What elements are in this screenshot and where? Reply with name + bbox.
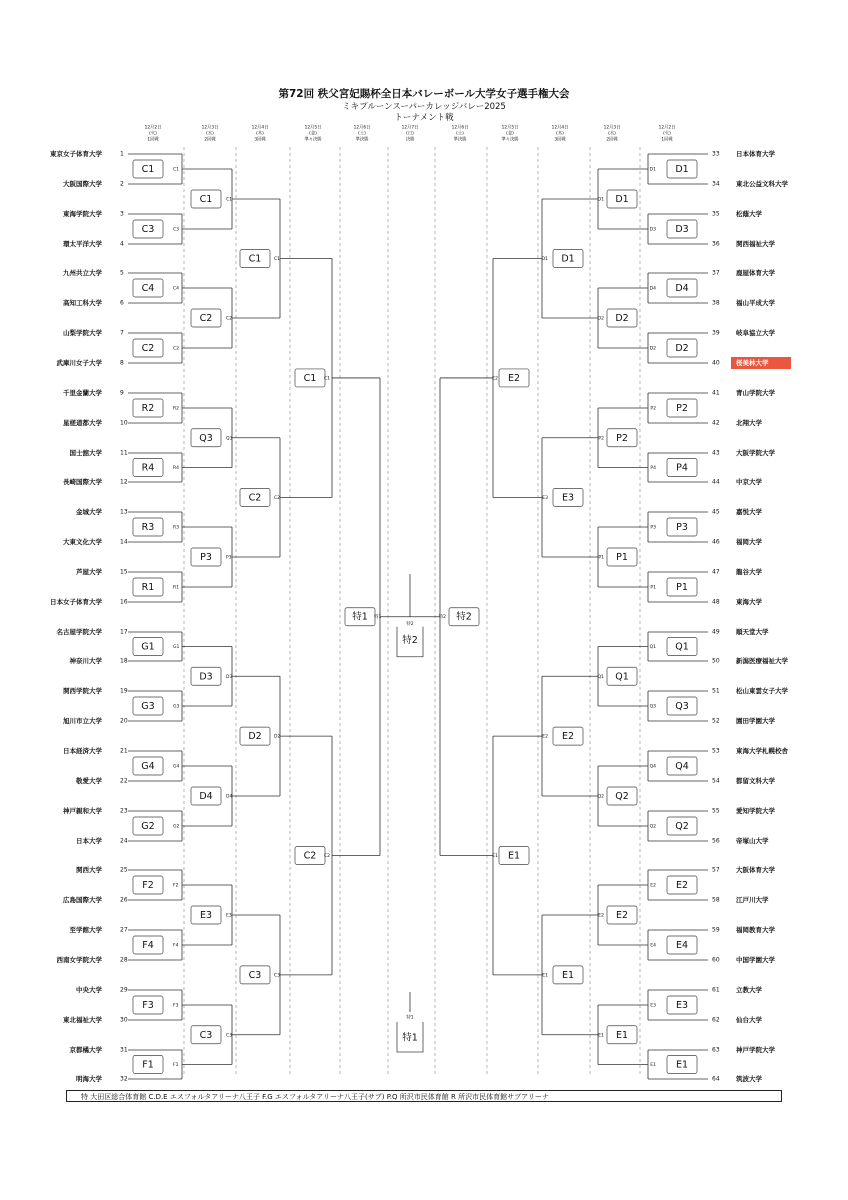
seed-number-right: 34 (712, 180, 720, 188)
venue-left-r3: C2 (248, 492, 262, 504)
venue-right-r2: D2 (615, 313, 629, 324)
seed-number-right: 61 (712, 986, 720, 994)
team-name-left: 武庫川女子大学 (56, 359, 102, 367)
seed-number-left: 6 (120, 299, 124, 307)
seed-number-left: 32 (120, 1075, 128, 1083)
seed-number-left: 7 (120, 329, 124, 337)
venue-right-r2: E1 (615, 1029, 629, 1041)
match-code-right-r2: Q1 (597, 674, 604, 680)
column-round: 1回戦 (147, 137, 159, 143)
team-name-left: 東北福祉大学 (63, 1016, 102, 1024)
match-code-left-r1: G1 (173, 645, 180, 650)
seed-number-right: 60 (712, 956, 720, 964)
column-round: 準々決勝 (304, 137, 322, 143)
seed-number-right: 37 (712, 269, 720, 277)
column-date: 12月2日 (658, 125, 676, 131)
match-code-right-r1: P3 (650, 525, 656, 531)
venue-right-r1: P2 (676, 403, 688, 414)
venue-left-r1: C4 (141, 283, 155, 294)
team-name-right: 龍谷大学 (736, 568, 762, 576)
match-code-left-r1: R4 (173, 466, 179, 471)
column-round: 1回戦 (661, 137, 673, 143)
match-code-right-r1: E4 (650, 943, 656, 949)
seed-number-right: 64 (712, 1075, 720, 1083)
venue-left-r2: P3 (200, 552, 212, 563)
seed-number-left: 30 (120, 1016, 128, 1024)
seed-number-right: 47 (712, 568, 720, 576)
seed-number-left: 25 (120, 866, 128, 874)
team-name-left: 旭川市立大学 (63, 717, 102, 725)
venue-right-r1: Q3 (675, 701, 689, 712)
team-name-right: 福岡大学 (736, 538, 762, 546)
seed-number-left: 26 (120, 896, 128, 904)
match-code-left-r1: G2 (173, 824, 180, 830)
team-name-right: 松山東雲女子大学 (736, 687, 788, 695)
venue-left-r1: R2 (141, 403, 155, 414)
team-name-left: 九州共立大学 (63, 269, 102, 277)
match-code-right-r1: P1 (650, 585, 656, 591)
column-day: (木) (256, 131, 264, 137)
match-code-right-r1: Q3 (649, 704, 656, 710)
venue-left-r2: E3 (199, 910, 213, 921)
seed-number-right: 36 (712, 240, 720, 248)
venue-left-r1: G3 (141, 701, 155, 712)
venue-left-r2: D3 (199, 671, 213, 683)
team-name-right: 桜美林大学 (736, 359, 769, 367)
venue-right-r1: P1 (676, 582, 688, 593)
team-name-right: 鹿屋体育大学 (736, 269, 775, 277)
venue-left-r1: R4 (141, 462, 155, 474)
seed-number-right: 40 (712, 359, 720, 367)
seed-number-right: 42 (712, 419, 720, 427)
venue-left-r2: Q3 (199, 432, 213, 444)
match-code-right-r2: E2 (598, 913, 604, 919)
seed-number-right: 35 (712, 210, 720, 218)
column-round: 準々決勝 (501, 137, 519, 143)
bracket-label: トーナメント戦 (394, 113, 454, 123)
match-code-right-r1: Q1 (649, 645, 656, 650)
column-date: 12月6日 (451, 125, 469, 131)
column-date: 12月6日 (353, 125, 371, 131)
team-name-right: 新潟医療福祉大学 (736, 657, 788, 665)
seed-number-left: 23 (120, 807, 128, 815)
column-round: 2回戦 (204, 137, 216, 143)
match-code-right-r1: D1 (649, 167, 656, 173)
team-name-right: 岐阜協立大学 (736, 329, 775, 337)
seed-number-left: 24 (120, 837, 128, 845)
team-name-right: 仙台大学 (736, 1016, 762, 1024)
match-code-right-r2: Q2 (597, 794, 604, 800)
seed-number-left: 16 (120, 598, 128, 606)
match-code-left-r1: C3 (173, 227, 180, 233)
venue-right-r1: P3 (676, 522, 688, 533)
venue-left-r1: G4 (141, 761, 155, 772)
venue-right-r1: P4 (676, 462, 688, 474)
venue-left-r1: F1 (142, 1059, 154, 1071)
column-day: (金) (309, 131, 317, 137)
venue-right-r3: D1 (561, 253, 575, 265)
seed-number-right: 53 (712, 747, 720, 755)
match-code-final: 特2 (406, 622, 414, 628)
team-name-left: 東海学院大学 (63, 210, 102, 218)
team-name-right: 北翔大学 (736, 419, 762, 427)
team-name-left: 日本女子体育大学 (50, 598, 102, 606)
team-name-left: 山梨学院大学 (63, 329, 102, 337)
match-code-left-r2: C3 (226, 1033, 233, 1039)
column-round: 準決勝 (355, 137, 369, 143)
seed-number-right: 58 (712, 896, 720, 904)
seed-number-right: 45 (712, 508, 720, 516)
venue-right-sf: 特2 (456, 611, 472, 623)
column-date: 12月2日 (144, 125, 162, 131)
venue-right-r2: P2 (616, 432, 628, 444)
seed-number-left: 10 (120, 419, 128, 427)
seed-number-right: 46 (712, 538, 720, 546)
seed-number-left: 22 (120, 777, 128, 785)
column-date: 12月7日 (401, 125, 419, 131)
seed-number-left: 9 (120, 389, 124, 397)
match-code-left-r1: F3 (173, 1003, 179, 1009)
venue-right-qf: E1 (507, 850, 521, 862)
seed-number-right: 39 (712, 329, 720, 337)
team-name-left: 敬愛大学 (76, 777, 102, 785)
venue-right-r1: D2 (675, 343, 689, 354)
match-code-left-r1: G3 (173, 704, 180, 710)
match-code-left-r2: D4 (226, 794, 233, 800)
team-name-left: 明海大学 (76, 1075, 102, 1083)
match-code-right-r1: E3 (650, 1003, 656, 1009)
team-name-right: 福岡教育大学 (736, 926, 775, 934)
seed-number-left: 19 (120, 687, 128, 695)
column-day: (土) (456, 131, 464, 137)
venue-left-r2: D4 (199, 791, 213, 802)
team-name-left: 関西大学 (76, 866, 102, 874)
team-name-left: 環太平洋大学 (63, 240, 102, 248)
seed-number-left: 2 (120, 180, 124, 188)
match-code-left-r1: C4 (173, 286, 180, 292)
team-name-right: 東海大学札幌校舎 (736, 747, 788, 755)
match-code-right-r3: E1 (542, 973, 548, 979)
match-code-right-r2: P1 (598, 555, 604, 561)
column-date: 12月3日 (603, 125, 621, 131)
venue-right-r1: Q4 (675, 761, 689, 772)
venue-left-r1: R1 (141, 582, 155, 593)
venue-right-r2: E2 (615, 910, 629, 921)
venue-left-r1: F2 (142, 880, 154, 891)
match-code-right-r1: Q4 (649, 764, 656, 770)
team-name-left: 長崎国際大学 (63, 478, 102, 486)
column-date: 12月4日 (551, 125, 569, 131)
match-code-right-sf: 特2 (438, 615, 446, 621)
seed-number-right: 49 (712, 628, 720, 636)
column-round: 2回戦 (606, 137, 618, 143)
venue-right-r1: Q1 (675, 641, 689, 653)
team-name-right: 嘉悦大学 (736, 508, 762, 516)
match-code-left-r2: E3 (226, 913, 232, 919)
match-code-left-r1: C1 (173, 167, 180, 173)
team-name-right: 中京大学 (736, 478, 762, 486)
match-code-left-r1: F2 (173, 883, 179, 889)
match-code-right-r2: E1 (598, 1033, 604, 1039)
match-code-left-r1: R3 (173, 525, 179, 531)
team-name-left: 関西学院大学 (63, 687, 102, 695)
team-name-right: 園田学園大学 (736, 717, 775, 725)
seed-number-right: 43 (712, 449, 720, 457)
column-day: (土) (358, 131, 366, 137)
column-date: 12月5日 (501, 125, 519, 131)
team-name-left: 西南女学院大学 (56, 956, 102, 964)
seed-number-right: 63 (712, 1046, 720, 1054)
seed-number-left: 20 (120, 717, 128, 725)
venue-left-r1: C1 (141, 164, 155, 175)
seed-number-right: 54 (712, 777, 720, 785)
venue-right-r1: D3 (675, 224, 689, 235)
venue-legend: 特 大田区総合体育館 C.D.E エスフォルタアリーナ八王子 F.G エスフォルタアリーナ八王子(サブ) P.Q 所沢市民体育館 R 所沢市民体育館サブアリーナ (66, 1090, 782, 1102)
match-code-left-r2: P3 (226, 555, 232, 561)
seed-number-right: 33 (712, 150, 720, 158)
venue-right-r1: Q2 (675, 821, 689, 832)
column-round: 決勝 (405, 137, 415, 143)
match-code-right-r1: Q2 (649, 824, 656, 830)
venue-left-r3: D2 (248, 731, 262, 743)
team-name-left: 広島国際大学 (63, 896, 102, 904)
venue-right-r1: E1 (675, 1059, 689, 1071)
seed-number-left: 3 (120, 210, 124, 218)
match-code-right-r3: E3 (542, 495, 548, 501)
team-name-right: 松蔭大学 (736, 210, 762, 218)
column-day: (水) (608, 131, 616, 137)
team-name-left: 名古屋学院大学 (56, 628, 102, 636)
venue-right-r2: Q1 (615, 671, 629, 683)
team-name-left: 千里金蘭大学 (63, 389, 102, 397)
match-code-left-qf: C1 (324, 376, 331, 382)
match-code-third-place: 特1 (406, 1015, 414, 1021)
match-code-right-r2: D1 (597, 197, 604, 203)
match-code-left-qf: C2 (324, 854, 331, 859)
team-name-left: 京都橘大学 (69, 1046, 102, 1054)
venue-right-r1: E4 (675, 940, 689, 951)
team-name-right: 神戸学院大学 (736, 1046, 775, 1054)
venue-right-qf: E2 (507, 372, 521, 384)
team-name-left: 星槎道都大学 (63, 419, 102, 427)
seed-number-left: 8 (120, 359, 124, 367)
column-date: 12月3日 (201, 125, 219, 131)
seed-number-right: 55 (712, 807, 720, 815)
team-name-right: 都留文科大学 (736, 777, 775, 785)
team-name-right: 東北公益文科大学 (736, 180, 788, 188)
venue-right-r2: P1 (616, 552, 628, 563)
seed-number-left: 21 (120, 747, 128, 755)
seed-number-left: 12 (120, 478, 128, 486)
seed-number-left: 31 (120, 1046, 128, 1054)
venue-left-r1: F3 (142, 1000, 154, 1011)
column-round: 3回戦 (254, 137, 266, 143)
venue-right-r1: D1 (675, 164, 689, 175)
match-code-right-qf: E1 (492, 854, 498, 859)
team-name-left: 神奈川大学 (69, 657, 102, 665)
column-day: (火) (663, 131, 671, 137)
seed-number-left: 4 (120, 240, 124, 248)
venue-right-r2: Q2 (615, 791, 629, 802)
team-name-right: 東海大学 (736, 598, 762, 606)
venue-left-r3: C1 (248, 253, 262, 265)
team-name-left: 中央大学 (76, 986, 102, 994)
seed-number-right: 62 (712, 1016, 720, 1024)
match-code-left-r2: C2 (226, 316, 233, 322)
seed-number-right: 38 (712, 299, 720, 307)
page-subtitle: ミキプルーンスーパーカレッジバレー2025 (342, 102, 506, 112)
match-code-right-qf: E2 (492, 376, 498, 382)
venue-left-sf: 特1 (352, 611, 368, 623)
seed-number-right: 59 (712, 926, 720, 934)
column-day: (火) (149, 131, 157, 137)
venue-right-r3: E1 (561, 969, 575, 981)
match-code-left-r1: F4 (173, 943, 179, 949)
match-code-right-r1: P4 (650, 466, 656, 471)
match-code-left-r1: R1 (173, 585, 179, 591)
match-code-left-r2: C1 (226, 197, 233, 203)
venue-right-r1: E3 (675, 1000, 689, 1011)
seed-number-left: 28 (120, 956, 128, 964)
team-name-left: 大阪国際大学 (63, 180, 102, 188)
team-name-left: 至学館大学 (69, 926, 102, 934)
match-code-left-r1: G4 (173, 764, 180, 770)
match-code-left-r3: D2 (274, 734, 281, 740)
venue-right-r3: E2 (561, 731, 575, 743)
venue-left-r2: C1 (199, 194, 213, 205)
seed-number-right: 50 (712, 657, 720, 665)
team-name-left: 国士舘大学 (69, 449, 102, 457)
team-name-right: 大阪体育大学 (736, 866, 775, 874)
seed-number-left: 15 (120, 568, 128, 576)
third-place-venue: 特1 (402, 1032, 418, 1044)
column-day: (金) (506, 131, 514, 137)
column-date: 12月4日 (251, 125, 269, 131)
venue-left-r3: C3 (248, 969, 262, 981)
team-name-right: 福山平成大学 (736, 299, 775, 307)
column-round: 3回戦 (554, 137, 566, 143)
match-code-right-r2: D2 (597, 316, 604, 322)
match-code-left-r1: C2 (173, 346, 180, 352)
seed-number-right: 41 (712, 389, 720, 397)
team-name-left: 神戸親和大学 (63, 807, 102, 815)
venue-left-r1: G2 (141, 821, 155, 832)
venue-left-r2: C3 (199, 1029, 213, 1041)
venue-left-r1: C3 (141, 224, 155, 235)
final-venue: 特2 (402, 635, 418, 647)
match-code-right-r1: E1 (650, 1063, 656, 1068)
venue-left-qf: C2 (303, 850, 317, 862)
venue-left-r1: R3 (141, 522, 155, 533)
seed-number-left: 13 (120, 508, 128, 516)
match-code-left-r2: D3 (226, 674, 233, 680)
team-name-left: 日本大学 (76, 837, 102, 845)
seed-number-left: 5 (120, 269, 124, 277)
team-name-right: 愛知学院大学 (736, 807, 775, 815)
match-code-right-r3: E2 (542, 734, 548, 740)
seed-number-right: 52 (712, 717, 720, 725)
venue-right-r1: D4 (675, 283, 689, 294)
column-day: (日) (406, 131, 414, 137)
match-code-left-r1: R2 (173, 406, 179, 412)
match-code-right-r1: D4 (649, 286, 656, 292)
match-code-left-r3: C2 (274, 495, 281, 501)
team-name-left: 大東文化大学 (63, 538, 102, 546)
venue-right-r1: E2 (675, 880, 689, 891)
venue-left-r1: C2 (141, 343, 155, 354)
seed-number-left: 14 (120, 538, 128, 546)
team-name-right: 順天堂大学 (736, 628, 769, 636)
seed-number-right: 51 (712, 687, 720, 695)
page-title: 第72回 秩父宮妃賜杯全日本バレーボール大学女子選手権大会 (278, 88, 570, 100)
match-code-left-sf: 特1 (374, 615, 382, 621)
venue-right-r3: E3 (561, 492, 575, 504)
venue-left-qf: C1 (303, 372, 317, 384)
seed-number-left: 27 (120, 926, 128, 934)
team-name-right: 中国学園大学 (736, 956, 775, 964)
seed-number-right: 57 (712, 866, 720, 874)
team-name-left: 日本経済大学 (63, 747, 102, 755)
match-code-right-r1: D2 (649, 346, 656, 352)
team-name-left: 金城大学 (76, 508, 102, 516)
team-name-right: 筑波大学 (736, 1075, 762, 1083)
seed-number-left: 11 (120, 449, 128, 457)
team-name-right: 江戸川大学 (736, 896, 769, 904)
match-code-left-r3: C1 (274, 257, 281, 262)
column-round: 準決勝 (453, 137, 467, 143)
seed-number-right: 44 (712, 478, 720, 486)
team-name-right: 帝塚山大学 (736, 837, 769, 845)
seed-number-left: 17 (120, 628, 128, 636)
team-name-right: 日本体育大学 (736, 150, 775, 158)
team-name-right: 大阪学院大学 (736, 449, 775, 457)
match-code-right-r3: D1 (541, 257, 548, 262)
match-code-left-r1: F1 (173, 1063, 179, 1068)
seed-number-left: 18 (120, 657, 128, 665)
venue-right-r2: D1 (615, 194, 629, 205)
column-date: 12月5日 (304, 125, 322, 131)
seed-number-right: 56 (712, 837, 720, 845)
venue-left-r2: C2 (199, 313, 213, 324)
column-day: (木) (556, 131, 564, 137)
match-code-left-r2: Q3 (226, 436, 233, 442)
team-name-right: 関西福祉大学 (736, 240, 775, 248)
column-day: (水) (206, 131, 214, 137)
seed-number-left: 1 (120, 150, 124, 158)
venue-left-r1: F4 (142, 940, 154, 951)
team-name-left: 芦屋大学 (76, 568, 102, 576)
seed-number-left: 29 (120, 986, 128, 994)
match-code-right-r1: P2 (650, 406, 656, 412)
team-name-left: 高知工科大学 (63, 299, 102, 307)
team-name-left: 東京女子体育大学 (50, 150, 102, 158)
team-name-right: 青山学院大学 (736, 389, 775, 397)
match-code-right-r1: E2 (650, 883, 656, 889)
match-code-left-r3: C3 (274, 973, 281, 979)
seed-number-right: 48 (712, 598, 720, 606)
match-code-right-r2: P2 (598, 436, 604, 442)
team-name-right: 立教大学 (736, 986, 762, 994)
venue-left-r1: G1 (141, 641, 155, 653)
match-code-right-r1: D3 (649, 227, 656, 233)
